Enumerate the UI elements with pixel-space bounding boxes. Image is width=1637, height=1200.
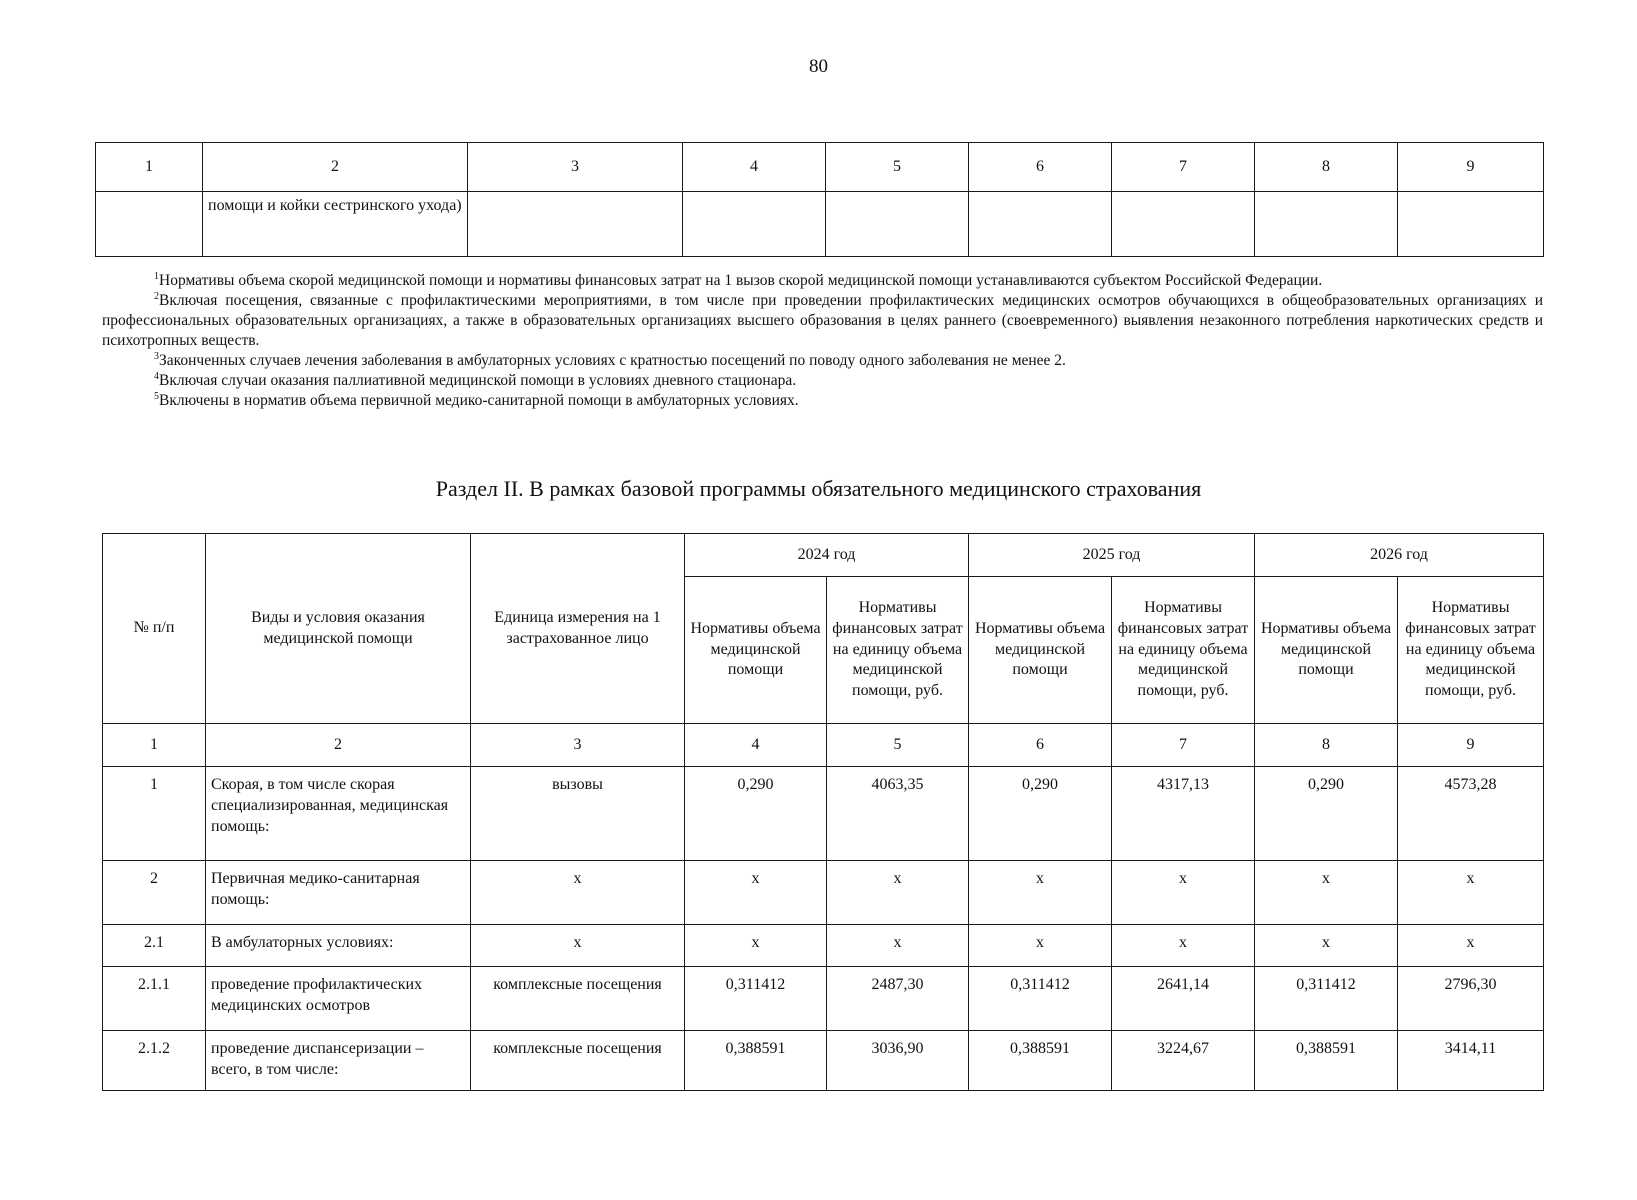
column-number: 8 [1255, 724, 1398, 767]
footnote-marker: 4 [154, 370, 159, 382]
row-unit: комплексные посещения [471, 1031, 685, 1091]
column-header-kind: Виды и условия оказания медицинской помощи [206, 534, 471, 724]
column-number: 1 [103, 724, 206, 767]
table-row [103, 925, 1544, 967]
row-value: 0,311412 [969, 967, 1112, 1031]
row-value: х [969, 861, 1112, 925]
row-value: 2796,30 [1398, 967, 1544, 1031]
row-unit: вызовы [471, 767, 685, 861]
table-cell [1112, 192, 1255, 257]
page-number: 80 [809, 56, 828, 77]
row-name: В амбулаторных условиях: [206, 925, 471, 967]
column-number-row [103, 724, 1544, 767]
row-value: х [969, 925, 1112, 967]
table-row [103, 1031, 1544, 1091]
sub-header: Нормативы объема медицинской помощи [1255, 577, 1398, 724]
standards-table [102, 533, 1544, 1091]
table-cell [468, 192, 683, 257]
row-value: х [1112, 861, 1255, 925]
column-number: 3 [468, 143, 683, 192]
table-cell: помощи и койки сестринского ухода) [203, 192, 468, 257]
row-unit: х [471, 925, 685, 967]
column-number: 8 [1255, 143, 1398, 192]
footnote-text: Включены в норматив объема первичной медико-санитарной помощи в амбулаторных условиях. [159, 392, 799, 409]
row-number: 2.1.1 [103, 967, 206, 1031]
column-number: 5 [827, 724, 969, 767]
row-value: 2641,14 [1112, 967, 1255, 1031]
table-cell [96, 192, 203, 257]
row-value: х [685, 861, 827, 925]
column-number-row [96, 143, 1544, 192]
row-number: 2.1.2 [103, 1031, 206, 1091]
row-value: 0,388591 [969, 1031, 1112, 1091]
column-number: 6 [969, 143, 1112, 192]
sub-header: Нормативы финансовых затрат на единицу объема медицинской помощи, руб. [1112, 577, 1255, 724]
footnote-text: Законченных случаев лечения заболевания в амбулаторных условиях с кратностью посещений по поводу одного заболевания не менее 2. [159, 352, 1066, 369]
column-header-number: № п/п [103, 534, 206, 724]
table-cell [969, 192, 1112, 257]
row-value: 0,290 [685, 767, 827, 861]
footnote-text: Нормативы объема скорой медицинской помощи и нормативы финансовых затрат на 1 вызов скорой медицинской помощи устанавливаются субъектом Российской Федерации. [159, 272, 1323, 289]
column-number: 4 [685, 724, 827, 767]
row-number: 2.1 [103, 925, 206, 967]
year-header: 2025 год [969, 534, 1255, 577]
year-header: 2026 год [1255, 534, 1544, 577]
row-value: 3036,90 [827, 1031, 969, 1091]
footnote [102, 371, 1543, 391]
column-number: 4 [683, 143, 826, 192]
row-value: х [1398, 925, 1544, 967]
row-value: х [827, 925, 969, 967]
footnote [102, 291, 1543, 351]
footnotes [102, 271, 1543, 411]
row-value: х [1112, 925, 1255, 967]
column-number: 2 [203, 143, 468, 192]
row-value: 0,311412 [685, 967, 827, 1031]
row-unit: х [471, 861, 685, 925]
sub-header: Нормативы объема медицинской помощи [969, 577, 1112, 724]
row-name: проведение диспансеризации – всего, в том числе: [206, 1031, 471, 1091]
table-cell [683, 192, 826, 257]
table-row [103, 967, 1544, 1031]
row-value: х [1255, 861, 1398, 925]
table-cell [1255, 192, 1398, 257]
table-cell [1398, 192, 1544, 257]
row-value: 3224,67 [1112, 1031, 1255, 1091]
table-row [103, 861, 1544, 925]
row-value: 4317,13 [1112, 767, 1255, 861]
table-row [96, 192, 1544, 257]
row-value: х [827, 861, 969, 925]
table-cell [826, 192, 969, 257]
continuation-table [95, 142, 1544, 257]
row-value: 4063,35 [827, 767, 969, 861]
row-number: 1 [103, 767, 206, 861]
footnote-text: Включая случаи оказания паллиативной медицинской помощи в условиях дневного стационара. [159, 372, 797, 389]
column-number: 7 [1112, 724, 1255, 767]
sub-header: Нормативы объема медицинской помощи [685, 577, 827, 724]
footnote [102, 351, 1543, 371]
row-number: 2 [103, 861, 206, 925]
column-number: 2 [206, 724, 471, 767]
row-value: 3414,11 [1398, 1031, 1544, 1091]
sub-header: Нормативы финансовых затрат на единицу объема медицинской помощи, руб. [1398, 577, 1544, 724]
row-value: х [685, 925, 827, 967]
footnote-text: Включая посещения, связанные с профилактическими мероприятиями, в том числе при проведении профилактических медицинских осмотров обучающихся в общеобразовательных организациях и профессиональных образовательных организациях, а также в образовательных организациях высшего образования в целях раннего (своевременного) выявления незаконного потребления наркотических средств и психотропных веществ. [102, 292, 1543, 349]
table-row [103, 767, 1544, 861]
column-header-unit: Единица измерения на 1 застрахованное лицо [471, 534, 685, 724]
footnote-marker: 1 [154, 270, 159, 282]
column-number: 9 [1398, 724, 1544, 767]
row-value: 2487,30 [827, 967, 969, 1031]
column-number: 5 [826, 143, 969, 192]
row-value: 0,290 [969, 767, 1112, 861]
footnote [102, 271, 1543, 291]
row-value: 0,290 [1255, 767, 1398, 861]
footnote-marker: 2 [154, 290, 159, 302]
footnote-marker: 5 [154, 390, 159, 402]
section-title: Раздел II. В рамках базовой программы обязательного медицинского страхования [435, 476, 1202, 501]
year-header: 2024 год [685, 534, 969, 577]
row-value: х [1255, 925, 1398, 967]
column-number: 7 [1112, 143, 1255, 192]
column-number: 6 [969, 724, 1112, 767]
row-value: х [1398, 861, 1544, 925]
row-value: 0,388591 [685, 1031, 827, 1091]
footnote [102, 391, 1543, 411]
row-name: Первичная медико-санитарная помощь: [206, 861, 471, 925]
column-number: 9 [1398, 143, 1544, 192]
row-name: Скорая, в том числе скорая специализированная, медицинская помощь: [206, 767, 471, 861]
sub-header: Нормативы финансовых затрат на единицу объема медицинской помощи, руб. [827, 577, 969, 724]
row-value: 4573,28 [1398, 767, 1544, 861]
footnote-marker: 3 [154, 350, 159, 362]
column-number: 3 [471, 724, 685, 767]
row-value: 0,311412 [1255, 967, 1398, 1031]
column-number: 1 [96, 143, 203, 192]
row-unit: комплексные посещения [471, 967, 685, 1031]
row-name: проведение профилактических медицинских осмотров [206, 967, 471, 1031]
header-row [103, 534, 1544, 577]
row-value: 0,388591 [1255, 1031, 1398, 1091]
